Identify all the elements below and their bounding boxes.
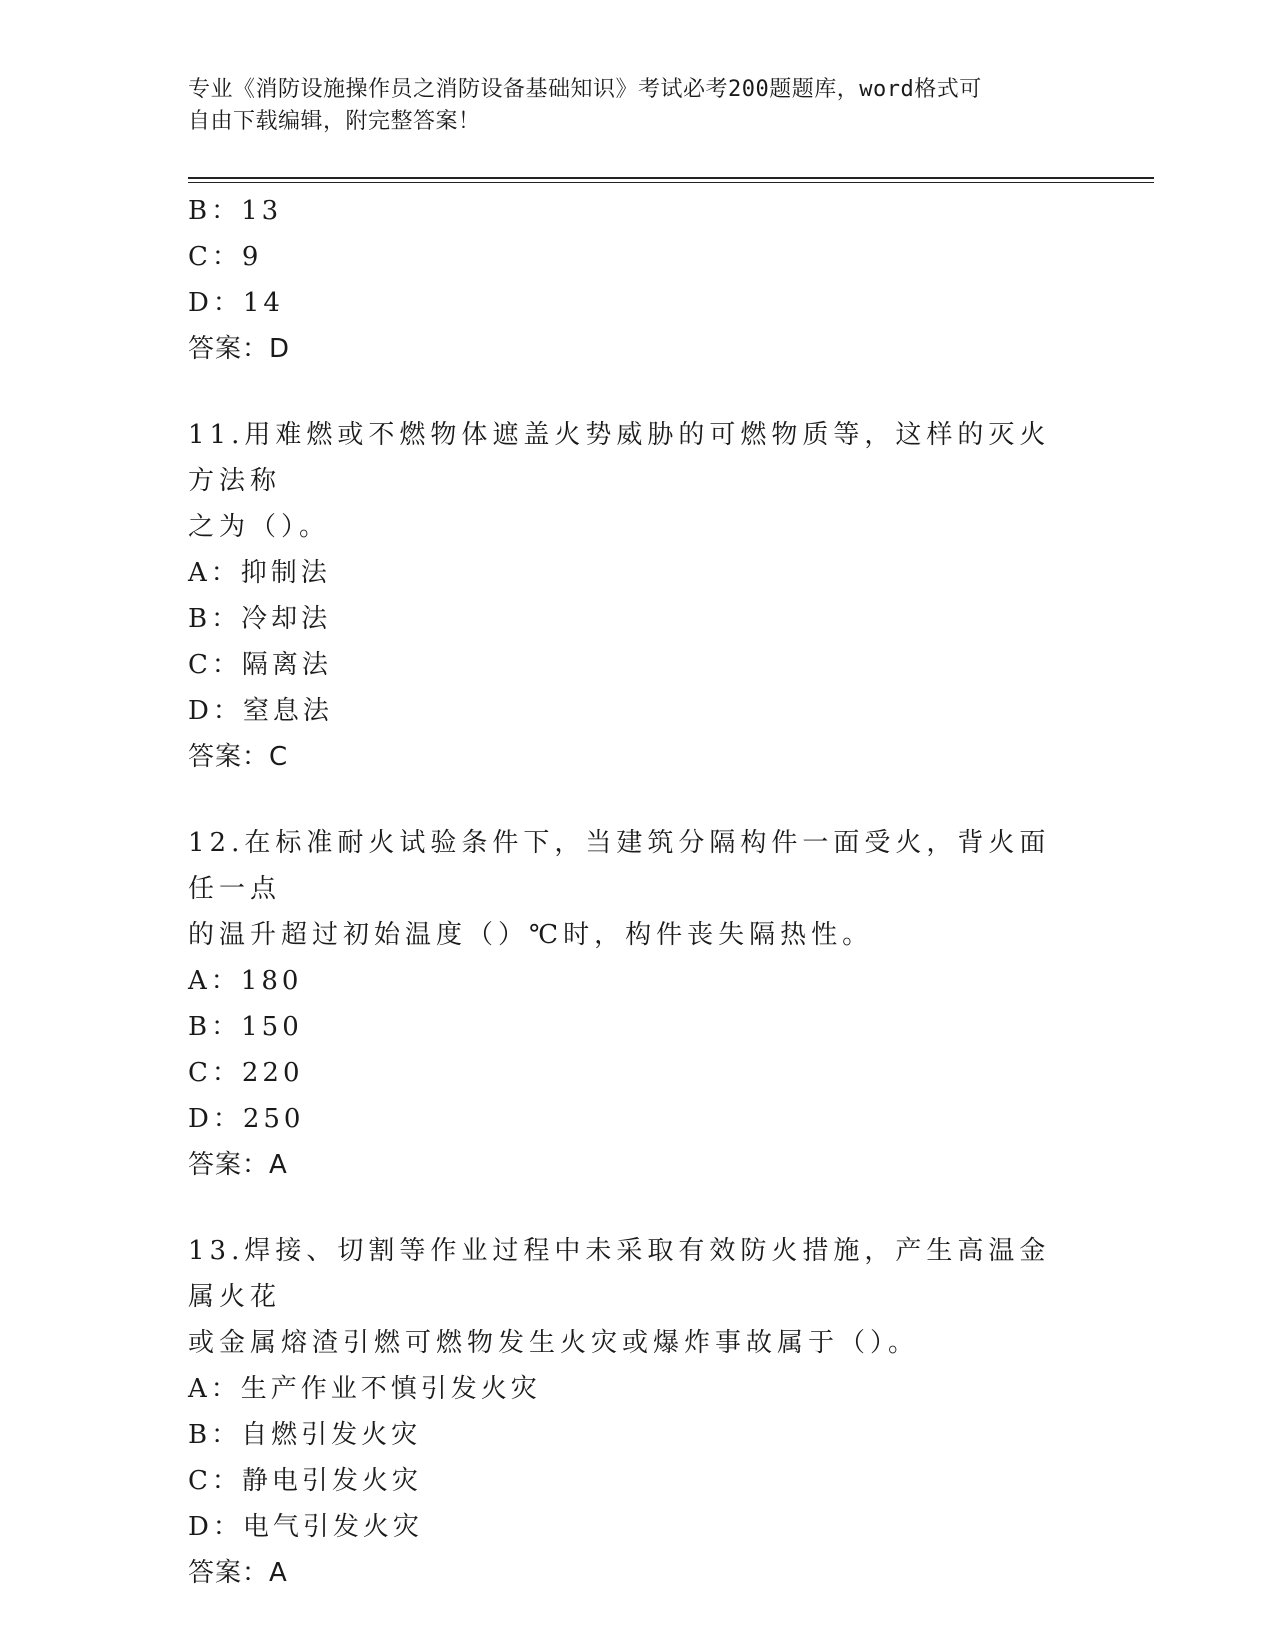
question-list [188, 188, 1088, 1596]
answer-line: 答案：D [188, 334, 291, 364]
option-a: A：生产作业不慎引发火灾 [188, 1374, 541, 1404]
question-stem-line-2: 之为（）。 [188, 512, 331, 542]
question-stem [188, 1228, 1068, 1366]
question-stem-line-1: 13.焊接、切割等作业过程中未采取有效防火措施，产生高温金属火花 [188, 1236, 1051, 1312]
spacer [188, 780, 1088, 820]
option-d: D：电气引发火灾 [188, 1512, 423, 1542]
question-stem [188, 412, 1068, 550]
page-header [188, 74, 1068, 138]
option-b: B：13 [188, 196, 283, 226]
option-a: A：抑制法 [188, 558, 331, 588]
question-stem-line-1: 11.用难燃或不燃物体遮盖火势威胁的可燃物质等，这样的灭火方法称 [188, 420, 1051, 496]
question-stem-line-2: 或金属熔渣引燃可燃物发生火灾或爆炸事故属于（）。 [188, 1328, 920, 1358]
option-b: B：150 [188, 1012, 303, 1042]
header-divider-thin [188, 182, 1154, 183]
option-b: B：自燃引发火灾 [188, 1420, 422, 1450]
option-c: C：220 [188, 1058, 304, 1088]
spacer [188, 1188, 1088, 1228]
spacer [188, 372, 1088, 412]
question-11 [188, 412, 1088, 780]
header-line-2: 自由下载编辑，附完整答案！ [188, 109, 481, 134]
answer-line: 答案：C [188, 742, 289, 772]
answer-line: 答案：A [188, 1558, 288, 1588]
question-stem [188, 820, 1068, 958]
header-line-1: 专业《消防设施操作员之消防设备基础知识》考试必考200题题库，word格式可 [188, 77, 982, 102]
question-10 [188, 188, 1088, 372]
option-c: C：静电引发火灾 [188, 1466, 422, 1496]
option-c: C：隔离法 [188, 650, 332, 680]
option-a: A：180 [188, 966, 303, 996]
option-d: D：14 [188, 288, 284, 318]
option-b: B：冷却法 [188, 604, 332, 634]
answer-line: 答案：A [188, 1150, 288, 1180]
question-stem-line-2: 的温升超过初始温度（）℃时，构件丧失隔热性。 [188, 920, 874, 950]
question-stem-line-1: 12.在标准耐火试验条件下，当建筑分隔构件一面受火，背火面任一点 [188, 828, 1051, 904]
option-d: D：窒息法 [188, 696, 333, 726]
question-13 [188, 1228, 1088, 1596]
header-divider-thick [188, 177, 1154, 179]
option-d: D：250 [188, 1104, 305, 1134]
question-12 [188, 820, 1088, 1188]
option-c: C：9 [188, 242, 263, 272]
